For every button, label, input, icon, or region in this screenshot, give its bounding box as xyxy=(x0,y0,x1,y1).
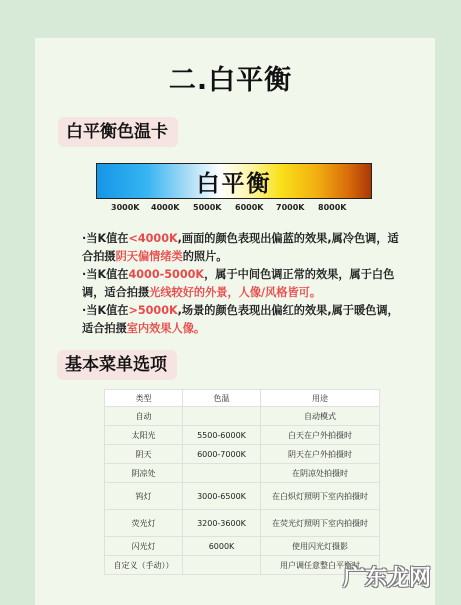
table-row xyxy=(105,510,380,537)
table-cell: 阴天在户外拍摄时 xyxy=(261,445,380,464)
table-cell: 6000K xyxy=(183,537,261,556)
white-balance-menu-table xyxy=(104,389,380,575)
section-title-menu-options: 基本菜单选项 xyxy=(57,350,177,380)
table-cell: 自动模式 xyxy=(261,407,380,426)
table-row xyxy=(105,537,380,556)
table-cell: 荧光灯 xyxy=(105,510,183,537)
gradient-bar-label: 白平衡 xyxy=(196,171,272,197)
table-cell xyxy=(183,556,261,575)
table-cell: 自动 xyxy=(105,407,183,426)
highlight-text: 4000-5000K xyxy=(128,268,205,281)
tick-label: 8000K xyxy=(318,203,347,212)
section-title-color-temp-card: 白平衡色温卡 xyxy=(58,117,178,147)
table-row xyxy=(105,426,380,445)
table-cell: 闪光灯 xyxy=(105,537,183,556)
table-cell: 白天在户外拍摄时 xyxy=(261,426,380,445)
table-header-cell: 类型 xyxy=(105,390,183,407)
table-row xyxy=(105,445,380,464)
highlight-text: 室内效果人像。 xyxy=(126,322,206,335)
highlight-text: 阴天偏情绪类 xyxy=(115,250,183,263)
table-cell: 阴凉处 xyxy=(105,464,183,483)
paragraph-text: 的照片。 xyxy=(182,250,228,263)
table-cell: 3200-3600K xyxy=(183,510,261,537)
tick-label: 3000K xyxy=(111,203,140,212)
watermark-logo: 广东龙网 xyxy=(343,566,432,591)
paragraph-text: ,画面的颜色表现出偏蓝的效果,属冷色调，适合拍摄 xyxy=(82,232,399,263)
table-cell: 在白炽灯照明下室内拍摄时 xyxy=(261,483,380,510)
paragraph-warm-tone xyxy=(82,302,407,338)
table-cell: 5500-6000K xyxy=(183,426,261,445)
table-header-cell: 色温 xyxy=(183,390,261,407)
tick-label: 6000K xyxy=(235,203,264,212)
table-header-cell: 用途 xyxy=(261,390,380,407)
highlight-text: <4000K xyxy=(128,232,178,245)
table-cell: 在阴凉处拍摄时 xyxy=(261,464,380,483)
table-cell: 在荧光灯照明下室内拍摄时 xyxy=(261,510,380,537)
highlight-text: >5000K xyxy=(128,304,178,317)
table-cell: 阴天 xyxy=(105,445,183,464)
highlight-text: 光线较好的外景，人像/风格皆可。 xyxy=(149,286,322,299)
table-row xyxy=(105,407,380,426)
table-cell: 太阳光 xyxy=(105,426,183,445)
table-cell: 6000-7000K xyxy=(183,445,261,464)
color-temperature-gradient-bar xyxy=(96,163,372,199)
table-cell xyxy=(183,464,261,483)
paragraph-neutral-tone xyxy=(82,266,407,302)
table-cell: 使用闪光灯摄影 xyxy=(261,537,380,556)
table-row xyxy=(105,464,380,483)
page-title: 二.白平衡 xyxy=(168,65,293,96)
table-cell: 自定义（手动）） xyxy=(105,556,183,575)
paragraph-text: ,场景的颜色表现出偏红的效果,属于暖色调，适合拍摄 xyxy=(82,304,399,335)
table-cell: 用户调任意整白平衡时 xyxy=(261,556,380,575)
temperature-tick-labels xyxy=(0,203,461,215)
paragraph-cool-tone xyxy=(82,230,407,266)
table-cell xyxy=(183,407,261,426)
table-header-row xyxy=(105,390,380,407)
table-row xyxy=(105,483,380,510)
tick-label: 4000K xyxy=(151,203,180,212)
tick-label: 5000K xyxy=(193,203,222,212)
paragraph-text: ·当K值在 xyxy=(82,268,129,281)
table-row xyxy=(105,556,380,575)
tick-label: 7000K xyxy=(276,203,305,212)
paragraph-text: ，属于中间色调正常的效果，属于白色调，适合拍摄 xyxy=(82,268,395,299)
table-cell: 钨灯 xyxy=(105,483,183,510)
table-cell: 3000-6500K xyxy=(183,483,261,510)
paragraph-text: ·当K值在 xyxy=(82,304,129,317)
paragraph-text: ·当K值在 xyxy=(82,232,129,245)
